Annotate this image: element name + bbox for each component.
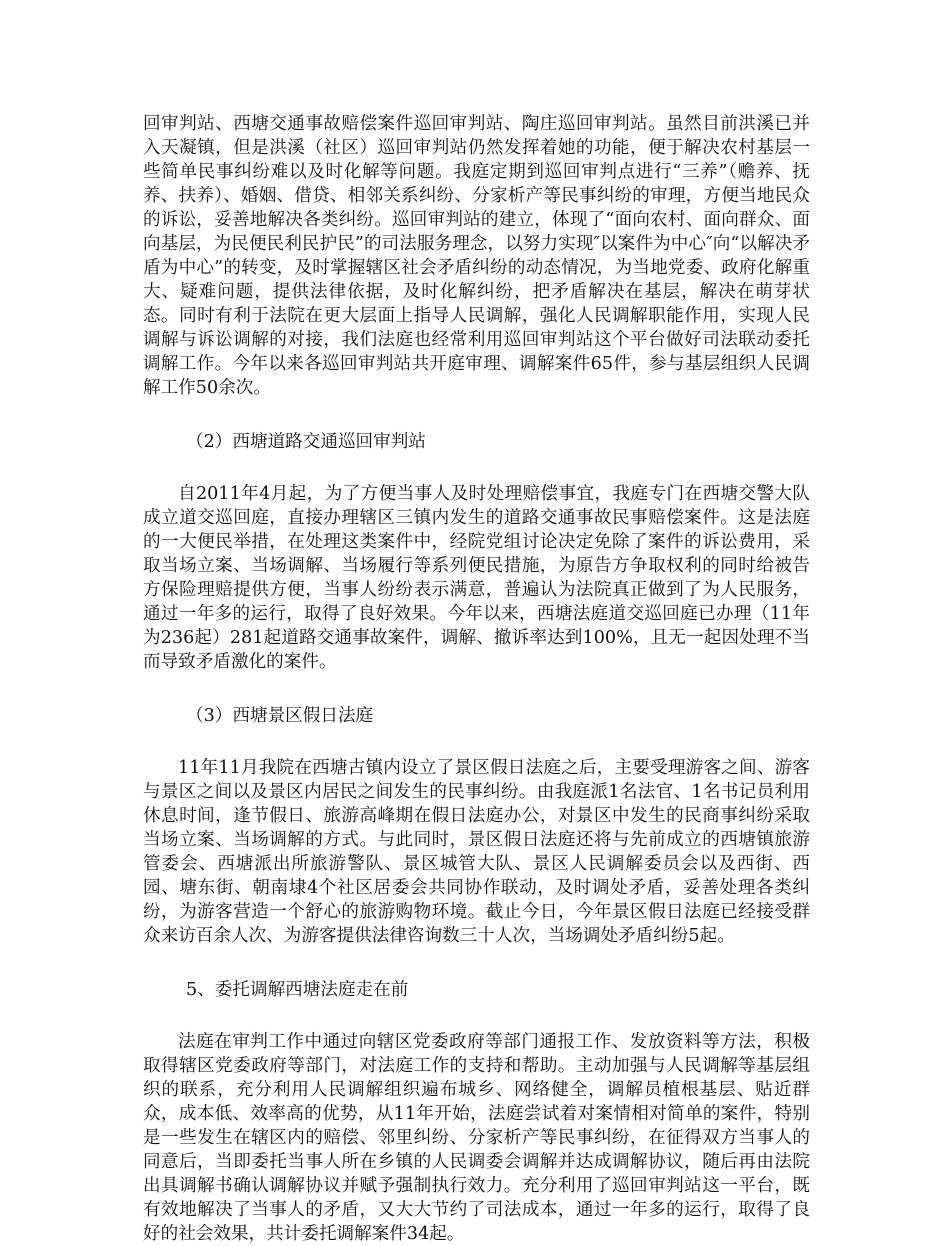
section-heading-holiday-court: （3）西塘景区假日法庭 <box>186 706 374 726</box>
paragraph-circuit-courts: 回审判站、西塘交通事故赔偿案件巡回审判站、陶庄巡回审判站。虽然目前洪溪已并入天凝镇，但是洪溪（社区）巡回审判站仍然发挥着她的功能，便于解决农村基层一些简单民事纠纷难以及时化解等问题。我庭定期到巡回审判点进行“三养”（赡养、抚养、扶养）、婚姻、借贷、相邻关系纠纷、分家析产等民事纠纷的审理，方便当地民众的诉讼，妥善地解决各类纠纷。巡回审判站的建立，体现了“面向农村、面向群众、面向基层，为民便民利民护民”的司法服务理念，以努力实现″以案件为中心″向“以解决矛盾为中心”的转变，及时掌握辖区社会矛盾纠纷的动态情况，为当地党委、政府化解重大、疑难问题，提供法律依据，及时化解纠纷，把矛盾解决在基层，解决在萌芽状态。同时有利于法院在更大层面上指导人民调解，强化人民调解职能作用，实现人民调解与诉讼调解的对接，我们法庭也经常利用巡回审判站这个平台做好司法联动委托调解工作。今年以来各巡回审判站共开庭审理、调解案件65件，参与基层组织人民调解工作50余次。 <box>143 114 810 398</box>
paragraph-spacer <box>143 1002 810 1030</box>
paragraph-spacer <box>143 728 810 756</box>
paragraph-spacer <box>143 948 810 978</box>
paragraph-traffic-court: 自2011年4月起，为了方便当事人及时处理赔偿事宜，我庭专门在西塘交警大队成立道交巡回庭，直接办理辖区三镇内发生的道路交通事故民事赔偿案件。这是法庭的一大便民举措，在处理这类案件中，经院党组讨论决定免除了案件的诉讼费用，采取当场立案、当场调解、当场履行等系列便民措施，为原告方争取权利的同时给被告方保险理赔提供方便，当事人纷纷表示满意，普遍认为法院真正做到了为人民服务，通过一年多的运行，取得了良好效果。今年以来，西塘法庭道交巡回庭已办理（11年为236起）281起道路交通事故案件，调解、撤诉率达到100%，且无一起因处理不当而导致矛盾激化的案件。 <box>143 484 810 672</box>
paragraph-spacer <box>143 674 810 704</box>
section-heading-xitang-traffic: （2）西塘道路交通巡回审判站 <box>186 432 426 452</box>
paragraph-entrusted-mediation: 法庭在审判工作中通过向辖区党委政府等部门通报工作、发放资料等方法，积极取得辖区党委政府等部门，对法庭工作的支持和帮助。主动加强与人民调解等基层组织的联系，充分利用人民调解组织遍布城乡、网络健全，调解员植根基层、贴近群众，成本低、效率高的优势，从11年开始，法庭尝试着对案情相对简单的案件，特别是一些发生在辖区内的赔偿、邻里纠纷、分家析产等民事纠纷，在征得双方当事人的同意后，当即委托当事人所在乡镇的人民调委会调解并达成调解协议，随后再由法院出具调解书确认调解协议并赋予强制执行效力。充分利用了巡回审判站这一平台，既有效地解决了当事人的矛盾，又大大节约了司法成本，通过一年多的运行，取得了良好的社会效果，共计委托调解案件34起。 <box>143 1032 810 1244</box>
paragraph-holiday-court: 11年11月我院在西塘古镇内设立了景区假日法庭之后，主要受理游客之间、游客与景区之间以及景区内居民之间发生的民事纠纷。由我庭派1名法官、1名书记员利用休息时间，逢节假日、旅游高峰期在假日法庭办公，对景区中发生的民商事纠纷采取当场立案、当场调解的方式。与此同时，景区假日法庭还将与先前成立的西塘镇旅游管委会、西塘派出所旅游警队、景区城管大队、景区人民调解委员会以及西街、西园、塘东街、朝南埭4个社区居委会共同协作联动，及时调处矛盾，妥善处理各类纠纷，为游客营造一个舒心的旅游购物环境。截止今日，今年景区假日法庭已经接受群众来访百余人次、为游客提供法律咨询数三十人次，当场调处矛盾纠纷5起。 <box>143 758 810 946</box>
paragraph-spacer <box>143 454 810 482</box>
document-body <box>143 112 810 1246</box>
section-heading-entrusted-mediation: 5、委托调解西塘法庭走在前 <box>186 980 409 1000</box>
paragraph-spacer <box>143 400 810 430</box>
